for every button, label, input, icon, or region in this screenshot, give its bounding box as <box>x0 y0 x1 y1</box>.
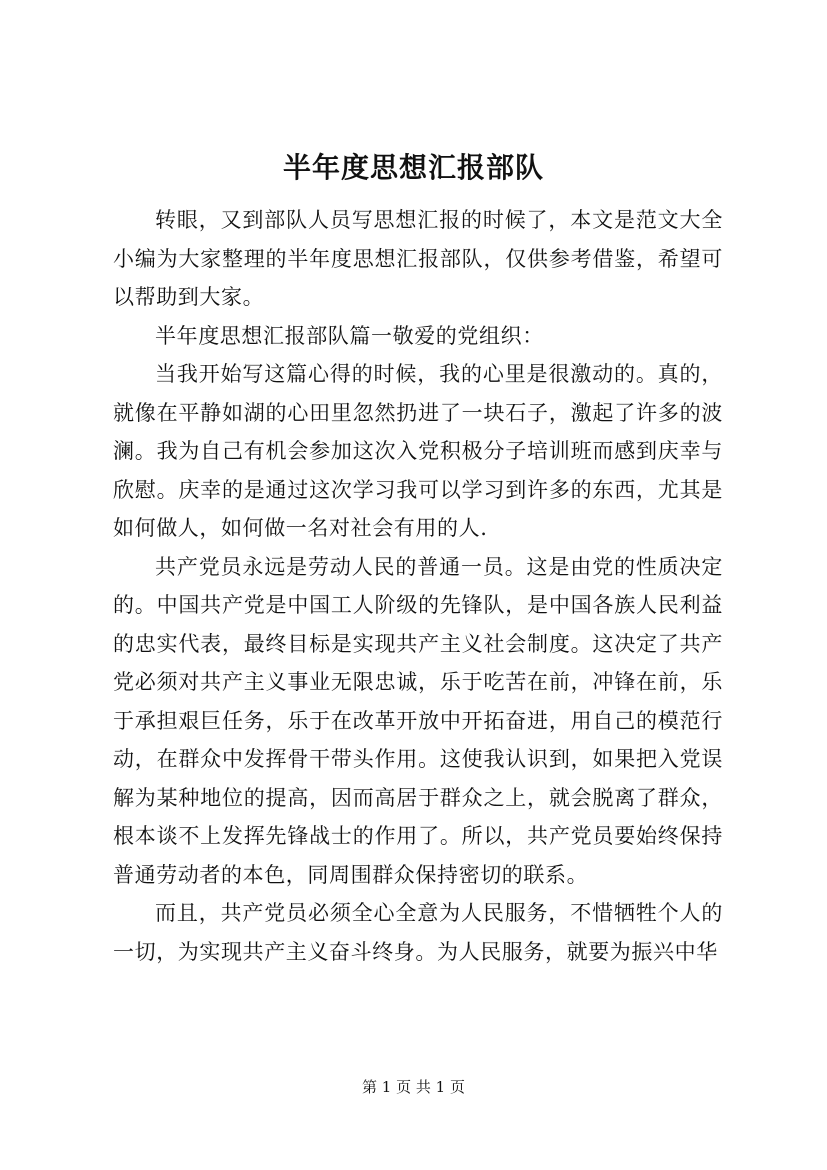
paragraph-feelings: 当我开始写这篇心得的时候，我的心里是很激动的。真的，就像在平静如湖的心田里忽然扔进了一块石子，激起了许多的波澜。我为自己有机会参加这次入党积极分子培训班而感到庆幸与欣慰。庆幸的是通过这次学习我可以学习到许多的东西，尤其是如何做人，如何做一名对社会有用的人. <box>113 362 723 540</box>
paragraph-serve-people: 而且，共产党员必须全心全意为人民服务，不惜牺牲个人的一切，为实现共产主义奋斗终身。为人民服务，就要为振兴中华 <box>113 901 723 964</box>
paragraph-party-member-nature: 共产党员永远是劳动人民的普通一员。这是由党的性质决定的。中国共产党是中国工人阶级的先锋队，是中国各族人民利益的忠实代表，最终目标是实现共产主义社会制度。这决定了共产党必须对共产主义事业无限忠诚，乐于吃苦在前，冲锋在前，乐于承担艰巨任务，乐于在改革开放中开拓奋进，用自己的模范行动，在群众中发挥骨干带头作用。这使我认识到，如果把入党误解为某种地位的提高，因而高居于群众之上，就会脱离了群众，根本谈不上发挥先锋战士的作用了。所以，共产党员要始终保持普通劳动者的本色，同周围群众保持密切的联系。 <box>113 554 723 887</box>
paragraph-heading-salutation: 半年度思想汇报部队篇一敬爱的党组织： <box>155 323 544 348</box>
page-footer: 第 1 页 共 1 页 <box>362 1078 465 1096</box>
paragraph-intro: 转眼，又到部队人员写思想汇报的时候了，本文是范文大全小编为大家整理的半年度思想汇报部队，仅供参考借鉴，希望可以帮助到大家。 <box>113 208 723 309</box>
document-title: 半年度思想汇报部队 <box>282 151 544 184</box>
document-body <box>113 201 723 971</box>
